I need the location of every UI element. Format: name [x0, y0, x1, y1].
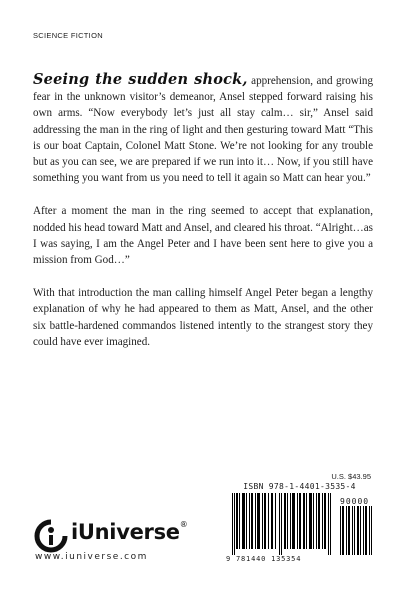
- ean-barcode-icon: [226, 493, 336, 555]
- iuniverse-logo-icon: [33, 518, 69, 554]
- paragraph-1: [33, 72, 373, 186]
- isbn-number: ISBN 978-1-4401-3535-4: [243, 482, 356, 491]
- lead-in-text: Seeing the sudden shock,: [33, 71, 248, 88]
- price-label: U.S. $43.95: [331, 472, 371, 481]
- paragraph-3: With that introduction the man calling himself Angel Peter began a lengthy explanation of why he had appeared to them as Matt, Ansel, and the other six battle-hardened commandos listened intently to the strangest story they could have ever imagined.: [33, 287, 373, 348]
- addon-code: 90000: [340, 497, 370, 506]
- paragraph-2: After a moment the man in the ring seemed to accept that explanation, nodded his head toward Matt and Ansel, and cleared his throat. “Alright…as I was saying, I am the Angel Peter and I have been sent here to give you a mission from God…”: [33, 205, 373, 267]
- publisher-logo: [33, 518, 213, 566]
- publisher-url: www.iuniverse.com: [35, 552, 148, 562]
- paragraph-1-text: apprehension, and growing fear in the unknown visitor’s demeanor, Ansel stepped forward raising his own arms. “Now everybody let’s just all stay calm… sir,” Ansel said addressing the man in the ring of light and then gesturing toward Matt “This is our boat Captain, Colonel Matt Stone. We’re not looking for any trouble but as you can see, we are prepared if we run into it… Now, if you still have something you want from us you need to tell it again so Matt can hear you.”: [33, 75, 373, 185]
- isbn-barcode: [226, 482, 373, 569]
- addon-barcode-icon: [339, 506, 373, 555]
- publisher-name: iUniverse®: [71, 520, 188, 544]
- registered-mark: ®: [179, 520, 188, 529]
- ean-digits: 9 781440 135354: [226, 555, 302, 563]
- genre-label: SCIENCE FICTION: [33, 31, 103, 40]
- back-cover-excerpt: [33, 72, 373, 367]
